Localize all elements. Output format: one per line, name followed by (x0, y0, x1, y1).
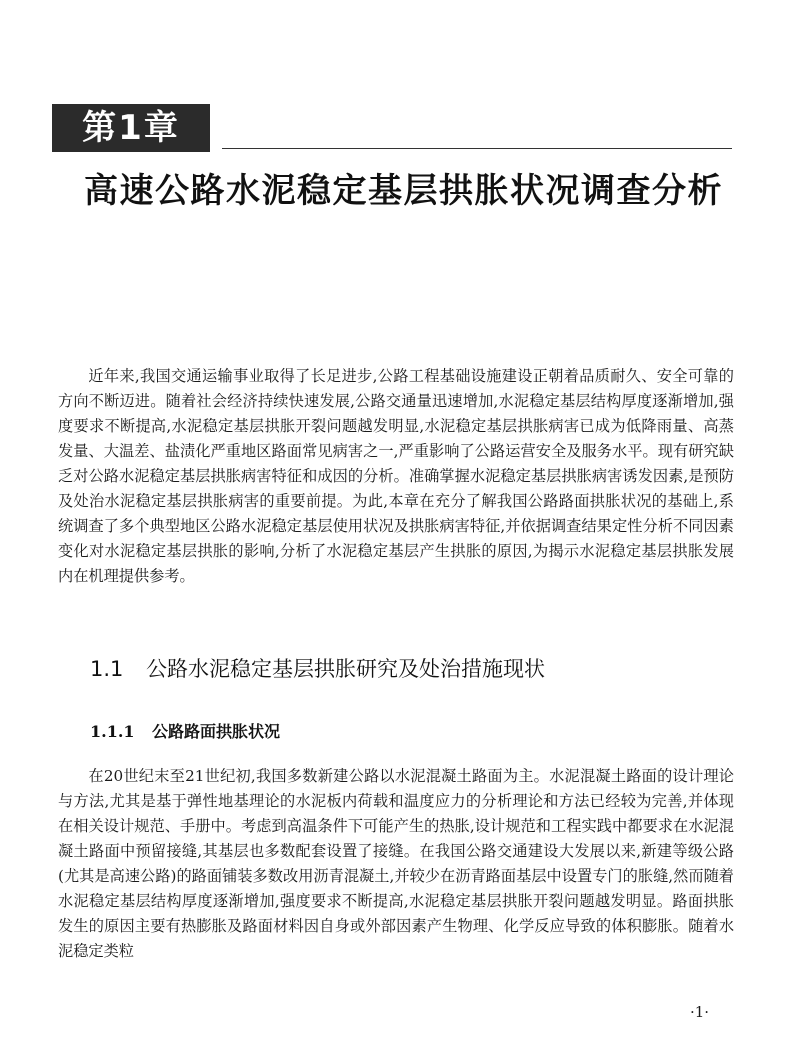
page-number: ·1· (690, 1003, 710, 1021)
intro-paragraph: 近年来,我国交通运输事业取得了长足进步,公路工程基础设施建设正朝着品质耐久、安全可靠的方向不断迈进。随着社会经济持续快速发展,公路交通量迅速增加,水泥稳定基层结构厚度逐渐增加,强度要求不断提高,水泥稳定基层拱胀开裂问题越发明显,水泥稳定基层拱胀病害已成为低降雨量、高蒸发量、大温差、盐渍化严重地区路面常见病害之一,严重影响了公路运营安全及服务水平。现有研究缺乏对公路水泥稳定基层拱胀病害特征和成因的分析。准确掌握水泥稳定基层拱胀病害诱发因素,是预防及处治水泥稳定基层拱胀病害的重要前提。为此,本章在充分了解我国公路路面拱胀状况的基础上,系统调查了多个典型地区公路水泥稳定基层使用状况及拱胀病害特征,并依据调查结果定性分析不同因素变化对水泥稳定基层拱胀的影响,分析了水泥稳定基层产生拱胀的原因,为揭示水泥稳定基层拱胀发展内在机理提供参考。 (58, 367, 734, 585)
section-heading-1-1 (90, 655, 545, 683)
subsection-heading-1-1-1 (90, 720, 280, 744)
chapter-header-rule (222, 148, 732, 149)
chapter-label-badge: 第1章 (52, 104, 210, 152)
subsection-number: 1.1.1 (90, 722, 135, 741)
subsection-title: 公路路面拱胀状况 (152, 722, 281, 741)
chapter-title: 高速公路水泥稳定基层拱胀状况调查分析 (84, 171, 723, 211)
section-title: 公路水泥稳定基层拱胀研究及处治措施现状 (146, 657, 545, 681)
body-paragraph: 在20世纪末至21世纪初,我国多数新建公路以水泥混凝土路面为主。水泥混凝土路面的设计理论与方法,尤其是基于弹性地基理论的水泥板内荷载和温度应力的分析理论和方法已经较为完善,并体现在相关设计规范、手册中。考虑到高温条件下可能产生的热胀,设计规范和工程实践中都要求在水泥混凝土路面中预留接缝,其基层也多数配套设置了接缝。在我国公路交通建设大发展以来,新建等级公路(尤其是高速公路)的路面铺装多数改用沥青混凝土,并较少在沥青路面基层中设置专门的胀缝,然而随着水泥稳定基层结构厚度逐渐增加,强度要求不断提高,水泥稳定基层拱胀开裂问题越发明显。路面拱胀发生的原因主要有热膨胀及路面材料因自身或外部因素产生物理、化学反应导致的体积膨胀。随着水泥稳定类粒 (58, 767, 734, 960)
section-number: 1.1 (90, 657, 124, 681)
